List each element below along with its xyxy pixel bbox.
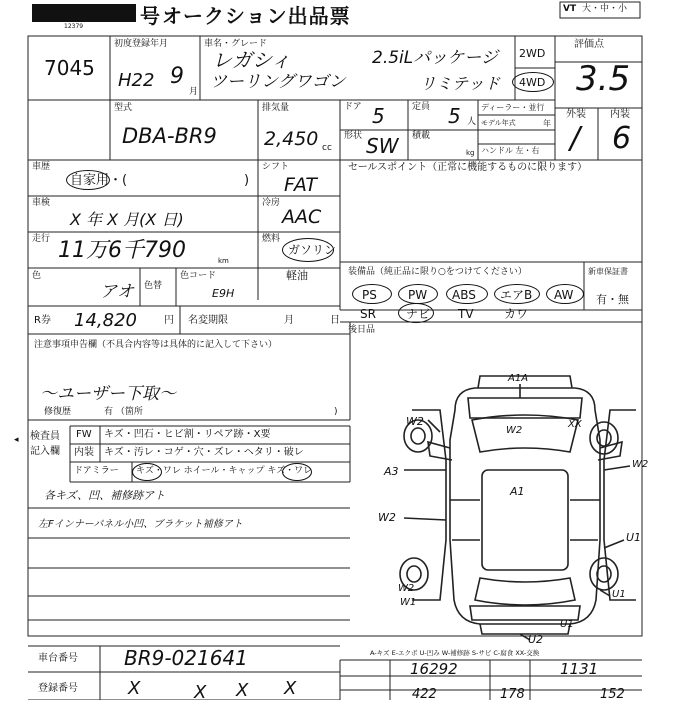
notes-text: 〜ユーザー下取〜 [40, 384, 176, 404]
name-change-month: 月 [284, 315, 294, 326]
equipment-navi: ナビ [406, 307, 431, 321]
mileage-unit: km [218, 257, 229, 265]
recycle-unit: 円 [164, 315, 174, 326]
registration-label: 登録番号 [38, 683, 78, 694]
recycle-value: 14,820 [74, 310, 137, 331]
equipment-abs: ABS [452, 288, 476, 302]
equipment-tv: TV [458, 307, 474, 321]
diagram-mark-14: U2 [528, 633, 544, 646]
inspector-row-1-head: FW [76, 429, 92, 440]
equipment-airbag-circle [494, 284, 540, 304]
vehicle-body: ツーリングワゴン [210, 72, 346, 92]
month-unit: 月 [189, 87, 199, 97]
bottom-code-1: 16292 [410, 660, 458, 678]
inspection-label: 車検 [32, 198, 51, 208]
interior-label: 内装 [610, 109, 630, 120]
displacement-label: 排気量 [262, 103, 290, 113]
fuel-circle [282, 238, 337, 262]
inspection-value: X 年 X 月(X 日) [70, 210, 184, 229]
shape-label: 形状 [344, 131, 363, 141]
repair-close: ) [334, 407, 338, 417]
mirror-scratch-circle [132, 463, 162, 481]
first-registration-month: 9 [170, 64, 184, 89]
aircon-value: AAC [282, 206, 322, 228]
dealer-label: ディーラー・並行 [481, 103, 545, 112]
color-value: アオ [100, 282, 134, 302]
bottom-code-3: 422 [412, 687, 437, 702]
inspector-row-2-text: キズ・汚レ・コゲ・穴・ズレ・ヘタリ・破レ [104, 447, 304, 458]
capacity-unit: 人 [467, 117, 477, 127]
model-value: DBA-BR9 [122, 124, 217, 148]
form-title-prefix: 号 [140, 4, 160, 28]
first-registration-label: 初度登録年月 [114, 39, 169, 49]
color-code-value: E9H [212, 287, 235, 300]
post-install-label: 後日品 [348, 325, 376, 335]
capacity-value: 5 [448, 104, 461, 128]
score-value: 3.5 [576, 59, 631, 99]
chassis-label: 車台番号 [38, 653, 78, 664]
diagram-mark-2: W2 [406, 415, 424, 428]
shape-value: SW [366, 134, 399, 158]
exterior-value: / [570, 121, 581, 156]
registration-mark-3: X [236, 680, 249, 701]
serial-number: 12379 [64, 23, 84, 30]
score-label: 評価点 [574, 39, 604, 50]
displacement-unit: cc [322, 143, 332, 153]
bullet: ◂ [14, 435, 19, 445]
warranty-label: 新車保証書 [588, 267, 628, 276]
chassis-value: BR9-021641 [124, 646, 248, 670]
inspector-label-1: 検査員 [30, 431, 60, 442]
diagram-mark-10: W2 [398, 583, 415, 594]
shift-label: シフト [262, 162, 290, 172]
sales-point-label: セールスポイント（正常に機能するものに限ります） [348, 162, 588, 173]
diagram-mark-9: U1 [626, 531, 642, 544]
diagram-mark-1: A1A [508, 373, 529, 384]
inspector-remark-2: 左Fインナーパネル小凹、ブラケット補修アト [38, 519, 243, 530]
color-code-label: 色コード [180, 271, 217, 281]
mileage-label: 走行 [32, 234, 51, 244]
usage-close: ) [244, 173, 250, 188]
aircon-label: 冷房 [262, 198, 281, 208]
equipment-aw-circle [546, 284, 584, 304]
usage-value: 自家用・( [70, 173, 128, 188]
repair-label: 修復歴 [44, 407, 72, 417]
bottom-code-5: 152 [600, 687, 625, 702]
equipment-sr: SR [360, 307, 376, 321]
usage-circle [66, 170, 110, 190]
inspector-row-2-head: 内装 [74, 447, 94, 458]
inspector-row-1-text: キズ・凹石・ヒビ割・リペア跡・X要 [104, 429, 271, 440]
diagram-mark-4: XX [568, 419, 582, 430]
color-tone-label: 色替 [144, 281, 163, 291]
repair-value: 有 （箇所 [104, 407, 143, 417]
diagram-mark-6: W2 [632, 459, 649, 470]
diagram-mark-7: A1 [510, 485, 525, 498]
handle-label: ハンドル 左・右 [481, 146, 540, 155]
vehicle-grade-2: リミテッド [420, 74, 501, 93]
diagram-mark-8: W2 [378, 511, 396, 524]
fuel-sub: 軽油 [286, 269, 308, 282]
vt-options: 大・中・小 [582, 4, 628, 14]
inspector-row-3-head: ドアミラー [74, 466, 119, 476]
registration-mark-1: X [128, 678, 141, 699]
usage-label: 車歴 [32, 162, 51, 172]
damage-legend: A-キズ E-エクボ U-凹み W-補修跡 S-サビ C-腐食 XX-交換 [370, 649, 540, 657]
diagram-mark-3: W2 [506, 425, 523, 436]
inspector-remark-1: 各キズ、凹、補修跡アト [44, 489, 166, 502]
vehicle-grade-1: 2.5iLパッケージ [372, 48, 498, 68]
notes-label: 注意事項申告欄（不具合内容等は具体的に記入して下さい） [34, 340, 278, 350]
mileage-value: 11万6千790 [58, 238, 186, 263]
first-registration-year: H22 [118, 70, 155, 91]
recycle-label: R券 [34, 315, 51, 326]
registration-mark-4: X [284, 678, 297, 699]
diagram-mark-5: A3 [384, 465, 399, 478]
bottom-code-4: 178 [500, 687, 525, 702]
name-change-day: 日 [330, 315, 340, 326]
capacity-label: 定員 [412, 102, 431, 112]
color-label: 色 [32, 271, 42, 281]
shift-value: FAT [284, 174, 318, 196]
vt-label: VT [563, 4, 577, 14]
exterior-label: 外装 [566, 109, 586, 120]
wheel-scratch-circle [282, 463, 312, 481]
diagram-mark-12: W1 [400, 597, 417, 608]
diagram-mark-13: U1 [560, 619, 574, 630]
equipment-leather: カワ [504, 307, 529, 321]
model-year-label: モデル年式 [481, 119, 516, 127]
lot-number: 7045 [44, 56, 95, 80]
equipment-ps: PS [362, 288, 377, 302]
drive-4wd-circle [512, 72, 554, 92]
vehicle-name: レガシィ [212, 48, 291, 72]
equipment-label: 装備品（純正品に限り○をつけてください） [348, 267, 527, 277]
equipment-pw-circle [398, 284, 438, 304]
doors-value: 5 [372, 104, 385, 128]
drive-4wd: 4WD [519, 76, 546, 89]
fuel-value: ガソリン [288, 243, 337, 257]
inspector-label-2: 記入欄 [30, 446, 60, 457]
model-year-unit: 年 [543, 119, 551, 128]
equipment-abs-circle [446, 284, 488, 304]
bottom-code-2: 1131 [560, 660, 599, 678]
load-label: 積載 [412, 131, 431, 141]
fuel-label: 燃料 [262, 234, 281, 244]
registration-mark-2: X [194, 682, 207, 703]
warranty-value: 有・無 [596, 293, 629, 306]
equipment-airbag: エアB [500, 288, 533, 302]
diagram-mark-11: U1 [612, 589, 626, 600]
equipment-pw: PW [408, 288, 428, 302]
equipment-aw: AW [554, 288, 574, 302]
equipment-ps-circle [352, 284, 392, 304]
name-change-label: 名変期限 [188, 315, 228, 326]
load-unit: kg [466, 149, 475, 157]
interior-value: 6 [612, 121, 632, 156]
vehicle-label: 車名・グレード [204, 39, 268, 49]
form-title: オークション出品票 [162, 4, 351, 28]
inspector-row-3-text: キズ・ワレ ホイール・キャップ キズ・ワレ [136, 466, 313, 476]
equipment-navi-circle [398, 303, 434, 323]
drive-2wd: 2WD [519, 47, 546, 60]
doors-label: ドア [344, 102, 362, 112]
displacement-value: 2,450 [264, 128, 319, 150]
car-damage-diagram [400, 373, 636, 640]
model-label: 型式 [114, 103, 133, 113]
